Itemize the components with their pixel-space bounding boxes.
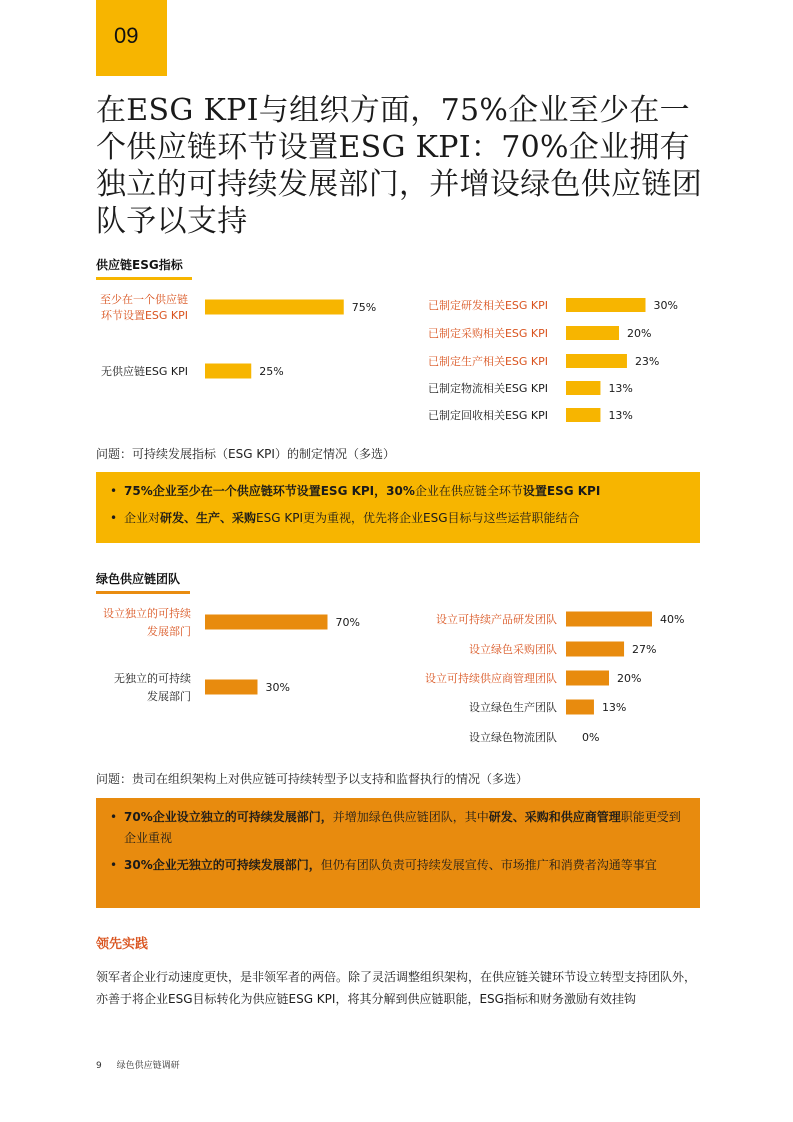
- callout-text: 企业对: [124, 511, 161, 525]
- leading-practice-title: 领先实践: [96, 937, 149, 952]
- category-label: 设立独立的可持续: [103, 607, 191, 620]
- category-label: 设立绿色采购团队: [469, 643, 557, 656]
- page-number: 09: [114, 23, 139, 48]
- value-label: 23%: [634, 355, 660, 368]
- category-label: 设立绿色物流团队: [469, 731, 557, 744]
- category-label: 发展部门: [147, 625, 191, 638]
- category-label: 已制定研发相关ESG KPI: [427, 299, 548, 312]
- category-label: 已制定采购相关ESG KPI: [427, 327, 548, 340]
- category-label: 至少在一个供应链: [100, 293, 188, 306]
- category-label: 无供应链ESG KPI: [100, 365, 188, 378]
- callout-esg-kpi: [96, 472, 700, 543]
- category-label: 环节设置ESG KPI: [100, 309, 188, 322]
- section-title-green-team: [96, 570, 180, 587]
- bar: [566, 612, 652, 627]
- value-label: 20%: [627, 327, 652, 340]
- value-label: 20%: [617, 672, 642, 685]
- callout-text: 但仍有团队负责可持续发展宣传、市场推广和消费者沟通等事宜: [320, 858, 657, 872]
- leading-practice-body: 领军者企业行动速度更快，是非领军者的两倍。除了灵活调整组织架构，在供应链关键环节设立转型支持团队外，亦善于将企业ESG目标转化为供应链ESG KPI，将其分解到供应链职能，ESG指标和财务激励有效挂钩: [96, 970, 697, 1006]
- footer-report-title: 绿色供应链调研: [116, 1061, 180, 1071]
- value-label: 25%: [259, 365, 284, 378]
- bar: [205, 364, 251, 379]
- value-label: 40%: [660, 613, 685, 626]
- callout-bold: 设置ESG KPI: [522, 484, 601, 498]
- value-label: 27%: [632, 643, 657, 656]
- callout-green-team: [96, 798, 700, 908]
- category-label: 设立可持续产品研发团队: [436, 613, 557, 626]
- bar: [205, 680, 258, 695]
- bar: [566, 700, 594, 715]
- category-label: 设立绿色生产团队: [469, 701, 557, 714]
- callout-bold: 研发、采购和供应商管理: [488, 810, 621, 824]
- callout-bullet: [108, 481, 688, 502]
- category-label: 已制定物流相关ESG KPI: [427, 382, 548, 395]
- section-title-text: 绿色供应链团队: [96, 572, 181, 586]
- bar: [205, 615, 328, 630]
- value-label: 13%: [601, 701, 627, 714]
- question-green-team: 问题：贵司在组织架构上对供应链可持续转型予以支持和监督执行的情况（多选）: [96, 772, 529, 786]
- value-label: 13%: [608, 382, 633, 395]
- callout-bold: 75%企业至少在一个供应链环节设置ESG KPI，30%: [124, 484, 415, 498]
- section-title-esg-kpi: [96, 256, 183, 273]
- callout-bold: 70%企业设立独立的可持续发展部门，: [124, 810, 333, 824]
- bar: [566, 298, 646, 312]
- section-underline: [96, 591, 190, 594]
- category-label: 已制定生产相关ESG KPI: [427, 355, 548, 368]
- callout-bullet: [108, 508, 688, 529]
- bar: [566, 671, 609, 686]
- footer-page-number: 9: [96, 1061, 102, 1071]
- callout-bold: 30%企业无独立的可持续发展部门，: [124, 858, 321, 872]
- bar: [205, 300, 344, 315]
- category-label: 设立可持续供应商管理团队: [425, 672, 557, 685]
- category-label: 发展部门: [147, 690, 191, 703]
- value-label: 70%: [335, 616, 360, 629]
- page-number-tab: [96, 0, 167, 76]
- value-label: 30%: [265, 681, 290, 694]
- callout-bullet: [108, 807, 688, 849]
- value-label: 13%: [608, 409, 633, 422]
- value-label: 30%: [653, 299, 678, 312]
- bar: [566, 642, 624, 657]
- page-footer: [96, 1058, 180, 1071]
- bar: [566, 381, 600, 395]
- callout-bullet: [108, 855, 688, 876]
- section-title-text: 供应链ESG指标: [96, 258, 183, 272]
- value-label: 0%: [582, 731, 600, 744]
- bar: [566, 408, 600, 422]
- category-label: 无独立的可持续: [114, 672, 191, 685]
- category-label: 已制定回收相关ESG KPI: [427, 409, 548, 422]
- bar: [566, 326, 619, 340]
- section-underline: [96, 277, 192, 280]
- callout-text: 职能更受到企业重视: [124, 810, 681, 845]
- bar: [566, 354, 627, 368]
- callout-bold: 研发、生产、采购: [160, 511, 257, 525]
- value-label: 75%: [351, 301, 377, 314]
- callout-text: 企业在供应链全环节: [414, 484, 523, 498]
- callout-text: 并增加绿色供应链团队，其中: [332, 810, 489, 824]
- question-esg-kpi: 问题：可持续发展指标（ESG KPI）的制定情况（多选）: [96, 447, 395, 461]
- page-headline: 在ESG KPI与组织方面，75%企业至少在一个供应链环节设置ESG KPI：70%企业拥有独立的可持续发展部门，并增设绿色供应链团队予以支持: [96, 93, 702, 239]
- callout-text: ESG KPI更为重视，优先将企业ESG目标与这些运营职能结合: [256, 511, 580, 525]
